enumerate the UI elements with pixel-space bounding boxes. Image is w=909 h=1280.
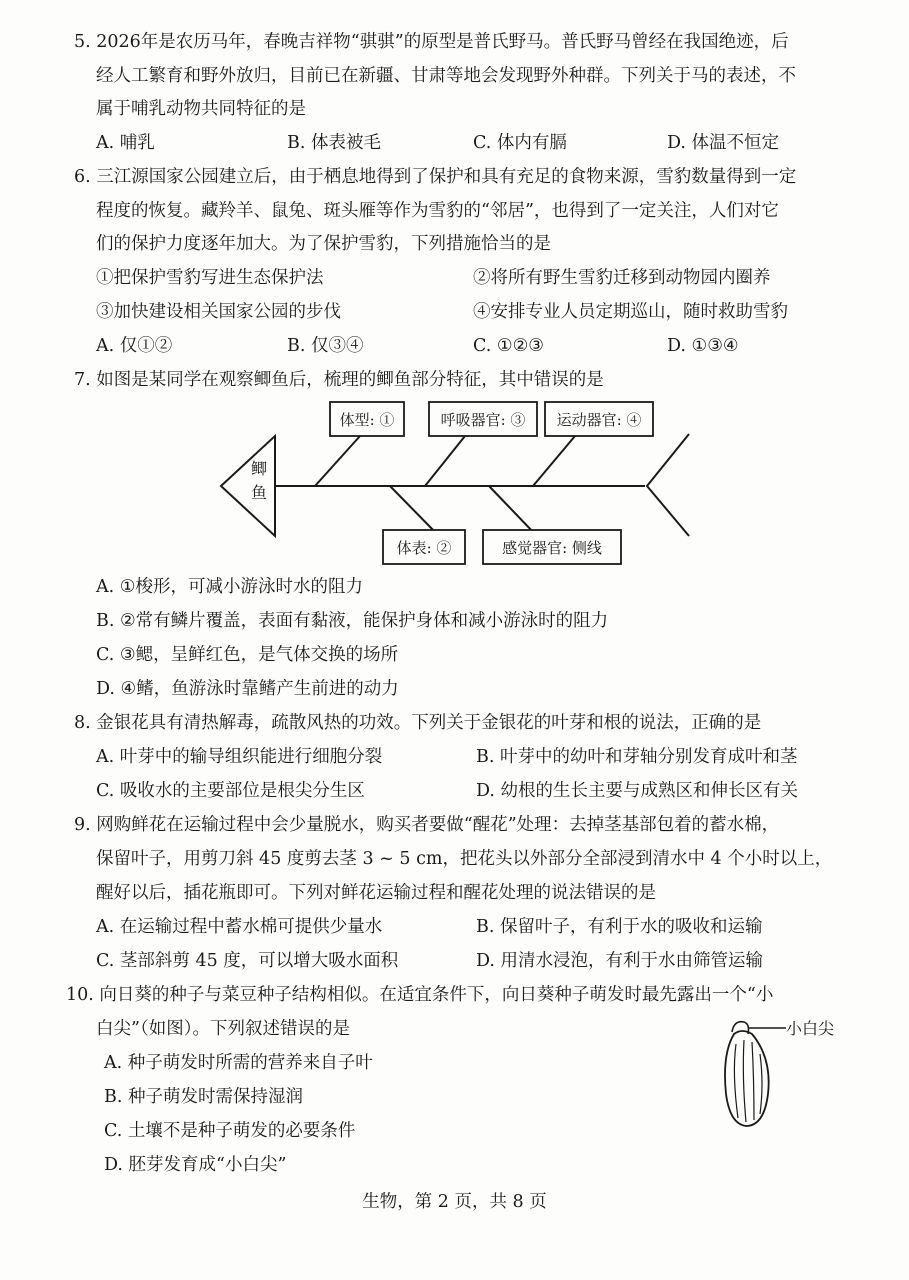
fish-bone-lower-2 xyxy=(489,486,535,534)
q8-option-a: A. 叶芽中的输导组织能进行细胞分裂 xyxy=(96,747,383,767)
q7-stem: 7. 如图是某同学在观察鲫鱼后，梳理的鲫鱼部分特征，其中错误的是 xyxy=(74,370,604,390)
fish-skeleton-diagram xyxy=(215,396,705,568)
q7-option-d: D. ④鳍，鱼游泳时靠鳍产生前进的动力 xyxy=(96,679,399,699)
white-tip-label: 小白尖 xyxy=(786,1019,835,1038)
q6-stem-line-3: 们的保护力度逐年加大。为了保护雪豹，下列措施恰当的是 xyxy=(96,234,551,254)
fish-bone-upper-2 xyxy=(425,436,465,486)
q5-stem-line-2: 经人工繁育和野外放归，目前已在新疆、甘肃等地会发现野外种群。下列关于马的表述，不 xyxy=(96,66,796,86)
fish-head-char-2: 鱼 xyxy=(250,483,268,502)
fish-bone-upper-1 xyxy=(315,436,360,486)
label-locomotion: 运动器官: ④ xyxy=(556,411,642,429)
seed-stripe-4 xyxy=(760,1054,762,1114)
q6-measure-1: ①把保护雪豹写进生态保护法 xyxy=(96,268,324,288)
q8-option-d: D. 幼根的生长主要与成熟区和伸长区有关 xyxy=(476,781,799,801)
q8-option-b: B. 叶芽中的幼叶和芽轴分别发育成叶和茎 xyxy=(476,747,798,767)
q9-option-b: B. 保留叶子，有利于水的吸收和运输 xyxy=(476,917,763,937)
q6-option-b: B. 仅③④ xyxy=(287,336,364,356)
q6-stem-line-2: 程度的恢复。藏羚羊、鼠兔、斑头雁等作为雪豹的“邻居”，也得到了一定关注，人们对它 xyxy=(96,201,779,221)
fish-bone-lower-1 xyxy=(390,486,437,534)
seed-stripe-2 xyxy=(743,1040,746,1122)
q7-option-c: C. ③鳃，呈鲜红色，是气体交换的场所 xyxy=(96,645,399,665)
q6-option-c: C. ①②③ xyxy=(473,336,544,356)
q6-measure-4: ④安排专业人员定期巡山，随时救助雪豹 xyxy=(473,302,788,322)
label-body-shape: 体型: ① xyxy=(339,411,395,429)
sunflower-seed-figure xyxy=(720,1014,860,1134)
label-respiratory: 呼吸器官: ③ xyxy=(440,411,526,429)
q5-stem-line-1: 5. 2026年是农历马年，春晚吉祥物“骐骐”的原型是普氏野马。普氏野马曾经在我国绝迹，后 xyxy=(74,32,789,52)
label-sensory: 感觉器官: 侧线 xyxy=(502,539,602,557)
q8-option-c: C. 吸收水的主要部位是根尖分生区 xyxy=(96,781,365,801)
q6-measure-3: ③加快建设相关国家公园的步伐 xyxy=(96,302,341,322)
fish-tail-outline xyxy=(647,434,689,536)
seed-stripe-1 xyxy=(734,1044,738,1118)
q7-option-b: B. ②常有鳞片覆盖，表面有黏液，能保护身体和减小游泳时的阻力 xyxy=(96,611,609,631)
q5-option-c: C. 体内有膈 xyxy=(473,133,567,153)
page-footer: 生物，第 2 页，共 8 页 xyxy=(362,1192,547,1212)
q10-stem-line-2: 白尖”（如图）。下列叙述错误的是 xyxy=(96,1019,350,1039)
q5-option-a: A. 哺乳 xyxy=(96,133,155,153)
q10-option-d: D. 胚芽发育成“小白尖” xyxy=(104,1155,287,1175)
q6-option-d: D. ①③④ xyxy=(667,336,739,356)
q9-option-d: D. 用清水浸泡，有利于水由筛管运输 xyxy=(476,951,764,971)
q6-measure-2: ②将所有野生雪豹迁移到动物园内圈养 xyxy=(473,268,771,288)
q9-option-a: A. 在运输过程中蓄水棉可提供少量水 xyxy=(96,917,383,937)
q9-stem-line-3: 醒好以后，插花瓶即可。下列对鲜花运输过程和醒花处理的说法错误的是 xyxy=(96,883,656,903)
q5-stem-line-3: 属于哺乳动物共同特征的是 xyxy=(96,99,306,119)
seed-stripe-3 xyxy=(752,1042,754,1120)
q10-option-b: B. 种子萌发时需保持湿润 xyxy=(104,1087,303,1107)
q7-option-a: A. ①梭形，可减小游泳时水的阻力 xyxy=(96,577,363,597)
q9-stem-line-2: 保留叶子，用剪刀斜 45 度剪去茎 3 ~ 5 cm，把花头以外部分全部浸到清水中 4 个小时以上， xyxy=(96,849,833,869)
q9-option-c: C. 茎部斜剪 45 度，可以增大吸水面积 xyxy=(96,951,399,971)
q6-stem-line-1: 6. 三江源国家公园建立后，由于栖息地得到了保护和具有充足的食物来源，雪豹数量得到一定 xyxy=(74,167,797,187)
label-surface: 体表: ② xyxy=(396,539,452,557)
fish-head-char-1: 鲫 xyxy=(250,459,268,478)
q5-option-b: B. 体表被毛 xyxy=(287,133,381,153)
q6-option-a: A. 仅①② xyxy=(96,336,173,356)
fish-bone-upper-3 xyxy=(533,436,575,486)
q9-stem-line-1: 9. 网购鲜花在运输过程中会少量脱水，购买者要做“醒花”处理：去掉茎基部包着的蓄水棉， xyxy=(74,815,780,835)
q10-option-a: A. 种子萌发时所需的营养来自子叶 xyxy=(104,1053,373,1073)
q10-stem-line-1: 10. 向日葵的种子与菜豆种子结构相似。在适宜条件下，向日葵种子萌发时最先露出一个“小 xyxy=(66,985,774,1005)
q8-stem: 8. 金银花具有清热解毒，疏散风热的功效。下列关于金银花的叶芽和根的说法，正确的是 xyxy=(74,713,762,733)
q10-option-c: C. 土壤不是种子萌发的必要条件 xyxy=(104,1121,356,1141)
q5-option-d: D. 体温不恒定 xyxy=(667,133,780,153)
